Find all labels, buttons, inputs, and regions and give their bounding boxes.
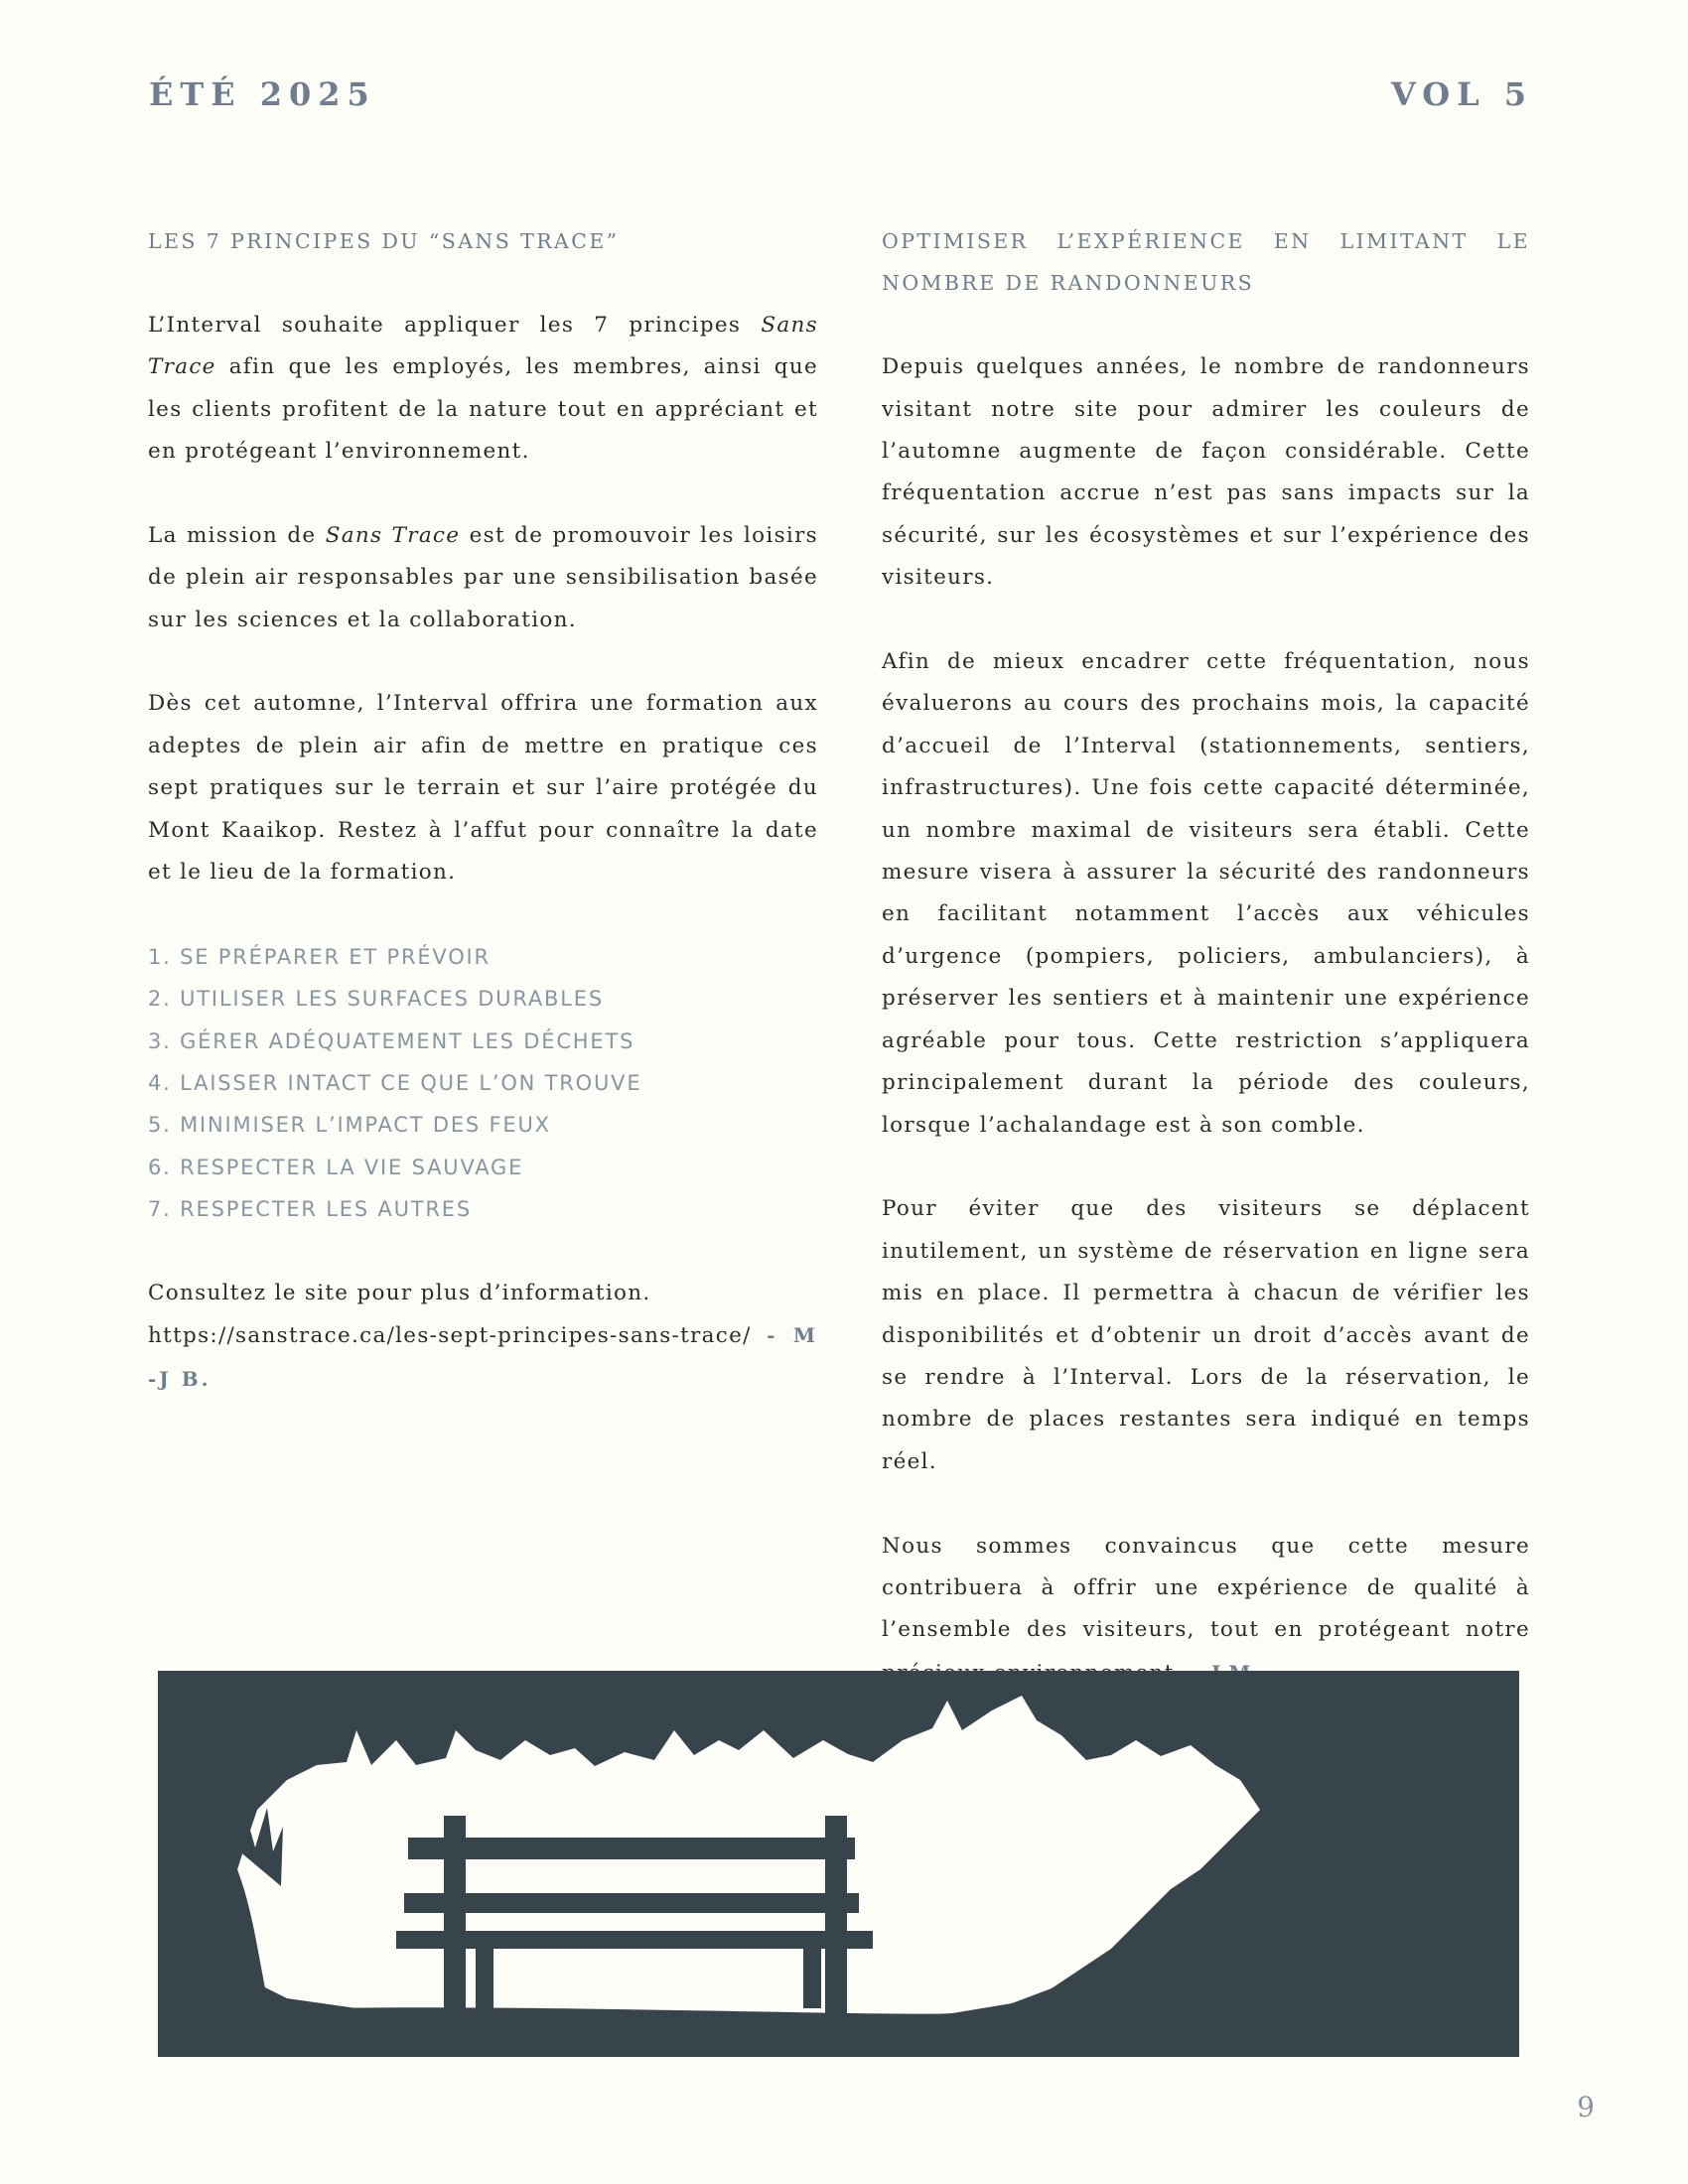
principle-item: 5. MINIMISER L’IMPACT DES FEUX <box>148 1113 551 1138</box>
page-number: 9 <box>1577 2091 1595 2123</box>
bench-silhouette-image <box>158 1671 1519 2057</box>
principle-item: 1. SE PRÉPARER ET PRÉVOIR <box>148 944 491 969</box>
right-article-paragraph-1: Depuis quelques années, le nombre de randonneurs visitant notre site pour admirer les couleurs de l’automne augmente de façon considérable. Cette fréquentation accrue n’est pas sans impacts sur la sécurité, sur les écosystèmes et sur l’expérience des visiteurs. <box>882 354 1530 591</box>
issue-season: ÉTÉ 2025 <box>149 75 376 113</box>
right-article-paragraph-2: Afin de mieux encadrer cette fréquentation, nous évaluerons au cours des prochains mois, la capacité d’accueil de l’Interval (stationnements, sentiers, infrastructures). Une fois cette capacité déterminée, un nombre maximal de visiteurs sera établi. Cette mesure visera à assurer la sécurité des randonneurs en facilitant notamment l’accès aux véhicules d’urgence (pompiers, policiers, ambulanciers), à préserver les sentiers et à maintenir une expérience agréable pour tous. Cette restriction s’appliquera principalement durant la période des couleurs, lorsque l’achalandage est à son comble. <box>882 649 1530 1138</box>
left-article <box>148 220 818 1443</box>
left-article-paragraph-3: Dès cet automne, l’Interval offrira une formation aux adeptes de plein air afin de mettre en pratique ces sept pratiques sur le terrain et sur l’aire protégée du Mont Kaaikop. Restez à l’affut pour connaître la date et le lieu de la formation. <box>148 691 818 886</box>
left-article-title: LES 7 PRINCIPES DU “SANS TRACE” <box>148 229 620 253</box>
right-article-paragraph-3: Pour éviter que des visiteurs se déplacent inutilement, un système de réservation en ligne sera mis en place. Il permettra à chacun de vérifier les disponibilités et d’obtenir un droit d’accès avant de se rendre à l’Interval. Lors de la réservation, le nombre de places restantes sera indiqué en temps réel. <box>882 1196 1530 1474</box>
issue-volume: VOL 5 <box>1390 75 1533 113</box>
principle-item: 4. LAISSER INTACT CE QUE L’ON TROUVE <box>148 1071 642 1096</box>
left-article-paragraph-1: L’Interval souhaite appliquer les 7 principes Sans Trace afin que les employés, les membres, ainsi que les clients profitent de la nature tout en appréciant et en protégeant l’environnement. <box>148 312 818 465</box>
principles-list <box>148 936 818 1231</box>
right-article-paragraph-4: Nous sommes convaincus que cette mesure contribuera à offrir une expérience de qualité à l’ensemble des visiteurs, tout en protégeant notre <box>882 1526 1530 1696</box>
source-link[interactable]: https://sanstrace.ca/les-sept-principes-sans-trace/ <box>148 1323 752 1349</box>
principle-item: 7. RESPECTER LES AUTRES <box>148 1197 472 1222</box>
left-article-paragraph-2: La mission de Sans Trace est de promouvoir les loisirs de plein air responsables par une sensibilisation basée sur les sciences et la collaboration. <box>148 522 819 632</box>
principle-item: 6. RESPECTER LA VIE SAUVAGE <box>148 1155 524 1179</box>
consult-line: Consultez le site pour plus d’information. <box>148 1281 651 1306</box>
right-article-title: OPTIMISER L’EXPÉRIENCE EN LIMITANT LE NOMBRE DE RANDONNEURS <box>882 229 1530 296</box>
principle-item: 3. GÉRER ADÉQUATEMENT LES DÉCHETS <box>148 1028 635 1053</box>
left-article-signature: - M-J B. <box>148 1323 818 1391</box>
source-link-line <box>148 1314 818 1401</box>
right-article <box>882 220 1530 1737</box>
principle-item: 2. UTILISER LES SURFACES DURABLES <box>148 987 604 1012</box>
